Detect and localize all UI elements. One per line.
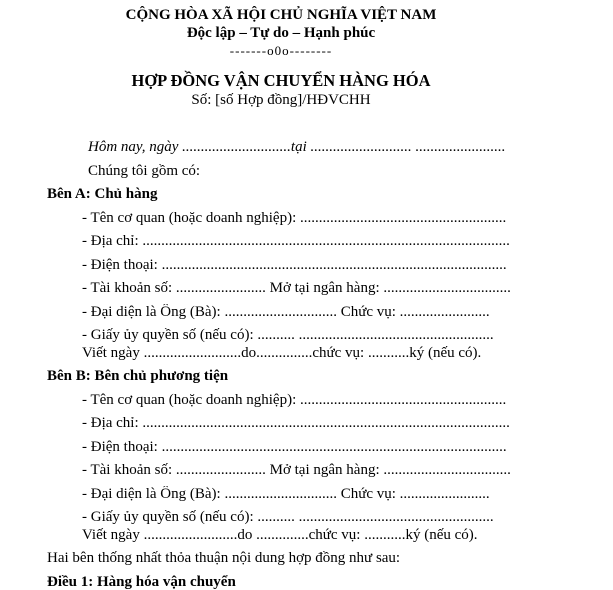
party-a-heading: Bên A: Chủ hàng [47, 186, 158, 202]
national-title: CỘNG HÒA XÃ HỘI CHỦ NGHĨA VIỆT NAM [125, 7, 437, 23]
party-a-line-authorization [47, 327, 515, 362]
party-b-line-representative: - Đại diện là Ông (Bà): .............................. Chức vụ: ........................ [82, 485, 490, 502]
party-a-line-representative: - Đại diện là Ông (Bà): .............................. Chức vụ: ........................ [82, 303, 490, 320]
contract-title: HỢP ĐỒNG VẬN CHUYỂN HÀNG HÓA [131, 71, 431, 90]
party-a-line-company-name: - Tên cơ quan (hoặc doanh nghiệp): ....................................................... [82, 209, 507, 226]
national-header [47, 6, 515, 59]
party-b-line-phone: - Điện thoại: ............................................................................................ [82, 438, 507, 455]
agreement-line: Hai bên thống nhất thỏa thuận nội dung hợp đồng như sau: [47, 550, 401, 566]
parties-intro-line: Chúng tôi gồm có: [88, 162, 201, 179]
party-b-authorization-text: - Giấy ủy quyền số (nếu có): .......... .................................................... [82, 509, 494, 525]
party-b-line-bank-account: - Tài khoản số: ........................ Mở tại ngân hàng: .................................. [82, 462, 511, 478]
header-divider: -------o0o-------- [229, 43, 333, 58]
party-a-line-bank-account: - Tài khoản số: ........................ Mở tại ngân hàng: .................................. [82, 280, 511, 296]
article-1-heading: Điều 1: Hàng hóa vận chuyển [47, 573, 236, 590]
party-a-line-address: - Địa chỉ: .................................................................................................. [82, 233, 510, 249]
contract-body [47, 139, 515, 590]
party-b-line-company-name: - Tên cơ quan (hoặc doanh nghiệp): ....................................................... [82, 391, 507, 408]
contract-number: Số: [số Hợp đồng]/HĐVCHH [191, 92, 371, 108]
party-b-heading: Bên B: Bên chủ phương tiện [47, 368, 229, 384]
national-motto: Độc lập – Tự do – Hạnh phúc [186, 25, 376, 41]
party-b-line-authorization [47, 509, 515, 544]
party-a-authorization-continued: Viết ngày ..........................do...............chức vụ: ...........ký (nếu có). [82, 344, 482, 361]
party-a-line-phone: - Điện thoại: ............................................................................................ [82, 256, 507, 273]
date-place-line: Hôm nay, ngày .............................tại ........................... ........................ [88, 139, 506, 155]
party-a-authorization-text: - Giấy ủy quyền số (nếu có): .......... .................................................... [82, 327, 494, 343]
title-block [47, 70, 515, 109]
party-b-line-address: - Địa chỉ: .................................................................................................. [82, 415, 510, 431]
party-b-authorization-continued: Viết ngày .........................do ..............chức vụ: ...........ký (nếu có). [82, 526, 478, 543]
